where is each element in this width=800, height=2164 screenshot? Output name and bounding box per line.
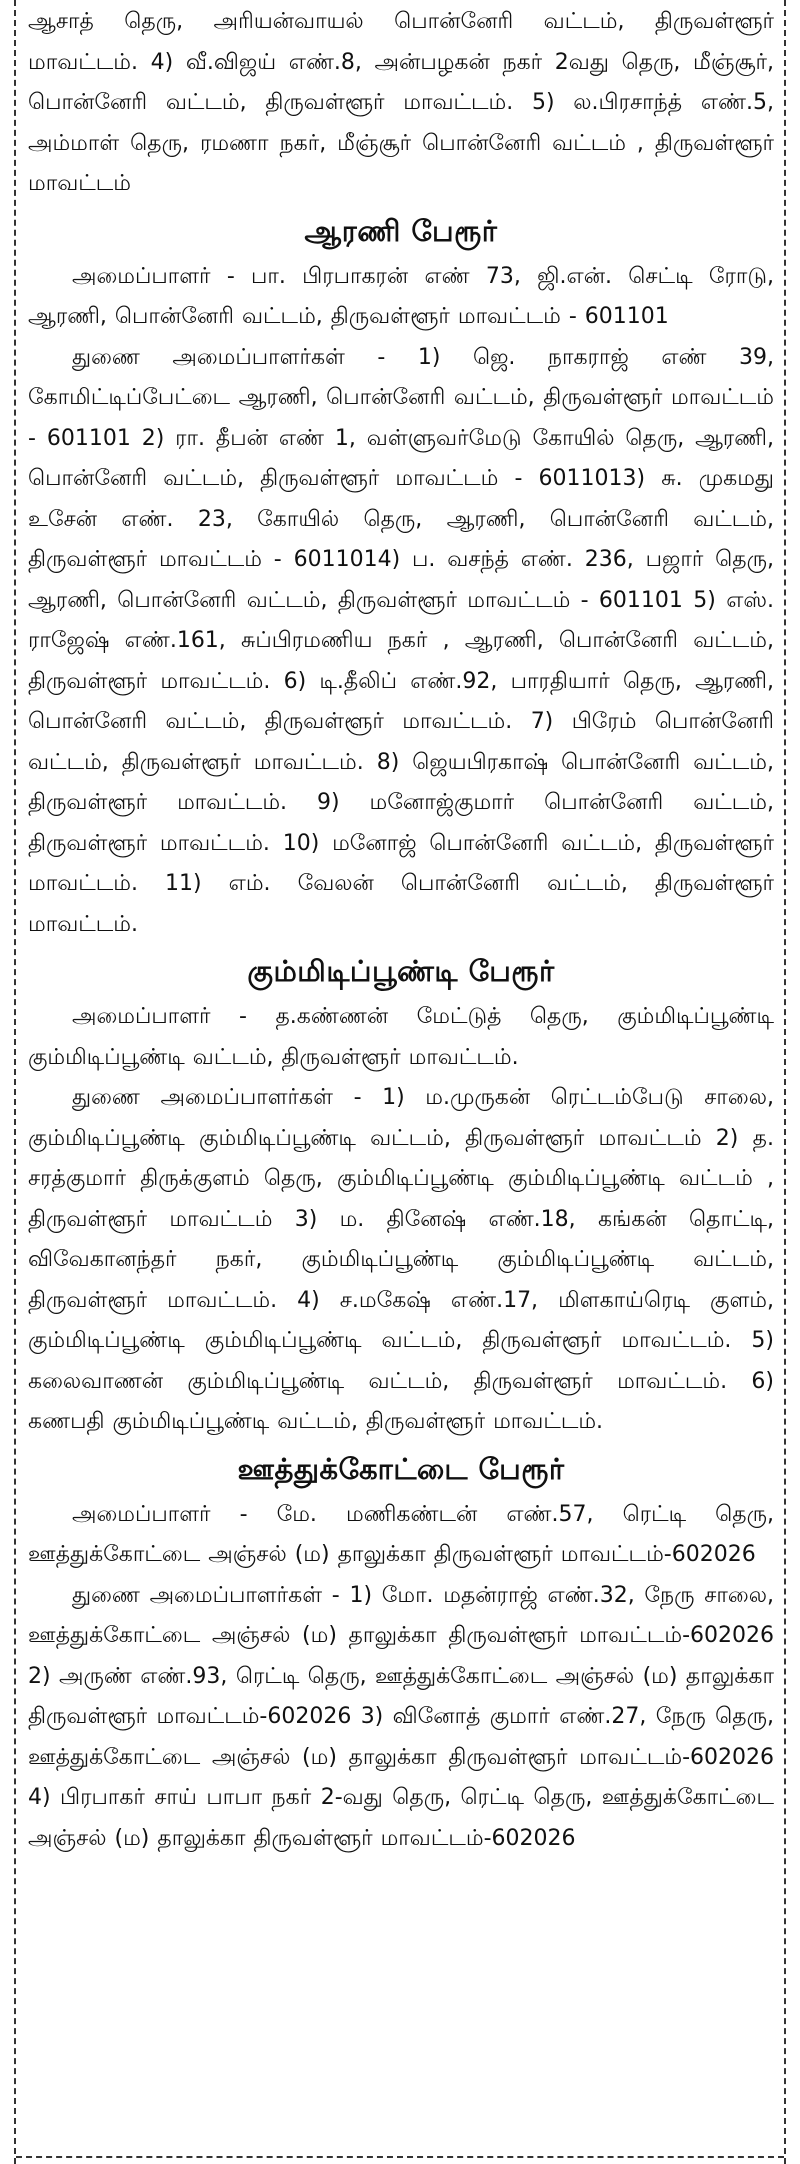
deputies-paragraph-gummidipoondi: துணை அமைப்பாளர்கள் - 1) ம.முருகன் ரெட்டம்பேடு சாலை, கும்மிடிப்பூண்டி கும்மிடிப்பூண்டி வட்டம், திருவள்ளூர் மாவட்டம் 2) த. சரத்குமார் திருக்குளம் தெரு, கும்மிடிப்பூண்டி கும்மிடிப்பூண்டி வட்டம் , திருவள்ளூர் மாவட்டம் 3) ம. தினேஷ் எண்.18, கங்கன் தொட்டி, விவேகானந்தர் நகர், கும்மிடிப்பூண்டி கும்மிடிப்பூண்டி வட்டம், திருவள்ளூர் மாவட்டம். 4) ச.மகேஷ் எண்.17, மிளகாய்ரெடி குளம், கும்மிடிப்பூண்டி கும்மிடிப்பூண்டி வட்டம், திருவள்ளூர் மாவட்டம். 5) கலைவாணன் கும்மிடிப்பூண்டி வட்டம், திருவள்ளூர் மாவட்டம். 6) கணபதி கும்மிடிப்பூண்டி வட்டம், திருவள்ளூர் மாவட்டம். xyxy=(28,1085,774,1434)
deputies-paragraph-uthukottai: துணை அமைப்பாளர்கள் - 1) மோ. மதன்ராஜ் எண்.32, நேரு சாலை, ஊத்துக்கோட்டை அஞ்சல் (ம) தாலுக்கா திருவள்ளூர் மாவட்டம்-602026 2) அருண் எண்.93, ரெட்டி தெரு, ஊத்துக்கோட்டை அஞ்சல் (ம) தாலுக்கா திருவள்ளூர் மாவட்டம்-602026 3) வினோத் குமார் எண்.27, நேரு தெரு, ஊத்துக்கோட்டை அஞ்சல் (ம) தாலுக்கா திருவள்ளூர் மாவட்டம்-602026 4) பிரபாகர் சாய் பாபா நகர் 2-வது தெரு, ரெட்டி தெரு, ஊத்துக்கோட்டை அஞ்சல் (ம) தாலுக்கா திருவள்ளூர் மாவட்டம்-602026 xyxy=(28,1582,774,1851)
section-heading-arani: ஆரணி பேரூர் xyxy=(304,213,498,248)
column-bottom-divider xyxy=(16,2156,784,2158)
organizer-paragraph-arani: அமைப்பாளர் - பா. பிரபாகரன் எண் 73, ஜி.என். செட்டி ரோடு, ஆரணி, பொன்னேரி வட்டம், திருவள்ளூர் மாவட்டம் - 601101 xyxy=(28,263,774,329)
continuation-paragraph: ஆசாத் தெரு, அரியன்வாயல் பொன்னேரி வட்டம், திருவள்ளூர் மாவட்டம். 4) வீ.விஜய் எண்.8, அன்பழகன் நகர் 2வது தெரு, மீஞ்சூர், பொன்னேரி வட்டம், திருவள்ளூர் மாவட்டம். 5) ல.பிரசாந்த் எண்.5, அம்மாள் தெரு, ரமணா நகர், மீஞ்சூர் பொன்னேரி வட்டம் , திருவள்ளூர் மாவட்டம் xyxy=(28,9,774,196)
organizer-paragraph-uthukottai: அமைப்பாளர் - மே. மணிகண்டன் எண்.57, ரெட்டி தெரு, ஊத்துக்கோட்டை அஞ்சல் (ம) தாலுக்கா திருவள்ளூர் மாவட்டம்-602026 xyxy=(28,1501,774,1567)
section-heading-gummidipoondi: கும்மிடிப்பூண்டி பேரூர் xyxy=(247,954,555,988)
newspaper-column xyxy=(14,0,786,2164)
organizer-paragraph-gummidipoondi: அமைப்பாளர் - த.கண்ணன் மேட்டுத் தெரு, கும்மிடிப்பூண்டி கும்மிடிப்பூண்டி வட்டம், திருவள்ளூர் மாவட்டம். xyxy=(28,1004,774,1070)
deputies-paragraph-arani: துணை அமைப்பாளர்கள் - 1) ஜெ. நாகராஜ் எண் 39, கோமிட்டிப்பேட்டை ஆரணி, பொன்னேரி வட்டம், திருவள்ளூர் மாவட்டம் - 601101 2) ரா. தீபன் எண் 1, வள்ளுவர்மேடு கோயில் தெரு, ஆரணி, பொன்னேரி வட்டம், திருவள்ளூர் மாவட்டம் - 6011013) சு. முகமது உசேன் எண். 23, கோயில் தெரு, ஆரணி, பொன்னேரி வட்டம், திருவள்ளூர் மாவட்டம் - 6011014) ப. வசந்த் எண். 236, பஜார் தெரு, ஆரணி, பொன்னேரி வட்டம், திருவள்ளூர் மாவட்டம் - 601101 5) எஸ். ராஜேஷ் எண்.161, சுப்பிரமணிய நகர் , ஆரணி, பொன்னேரி வட்டம், திருவள்ளூர் மாவட்டம். 6) டி.தீலிப் எண்.92, பாரதியார் தெரு, ஆரணி, பொன்னேரி வட்டம், திருவள்ளூர் மாவட்டம். 7) பிரேம் பொன்னேரி வட்டம், திருவள்ளூர் மாவட்டம். 8) ஜெயபிரகாஷ் பொன்னேரி வட்டம், திருவள்ளூர் மாவட்டம். 9) மனோஜ்குமார் பொன்னேரி வட்டம், திருவள்ளூர் மாவட்டம். 10) மனோஜ் பொன்னேரி வட்டம், திருவள்ளூர் மாவட்டம். 11) எம். வேலன் பொன்னேரி வட்டம், திருவள்ளூர் மாவட்டம். xyxy=(28,344,774,937)
section-heading-uthukottai: ஊத்துக்கோட்டை பேரூர் xyxy=(237,1451,565,1486)
